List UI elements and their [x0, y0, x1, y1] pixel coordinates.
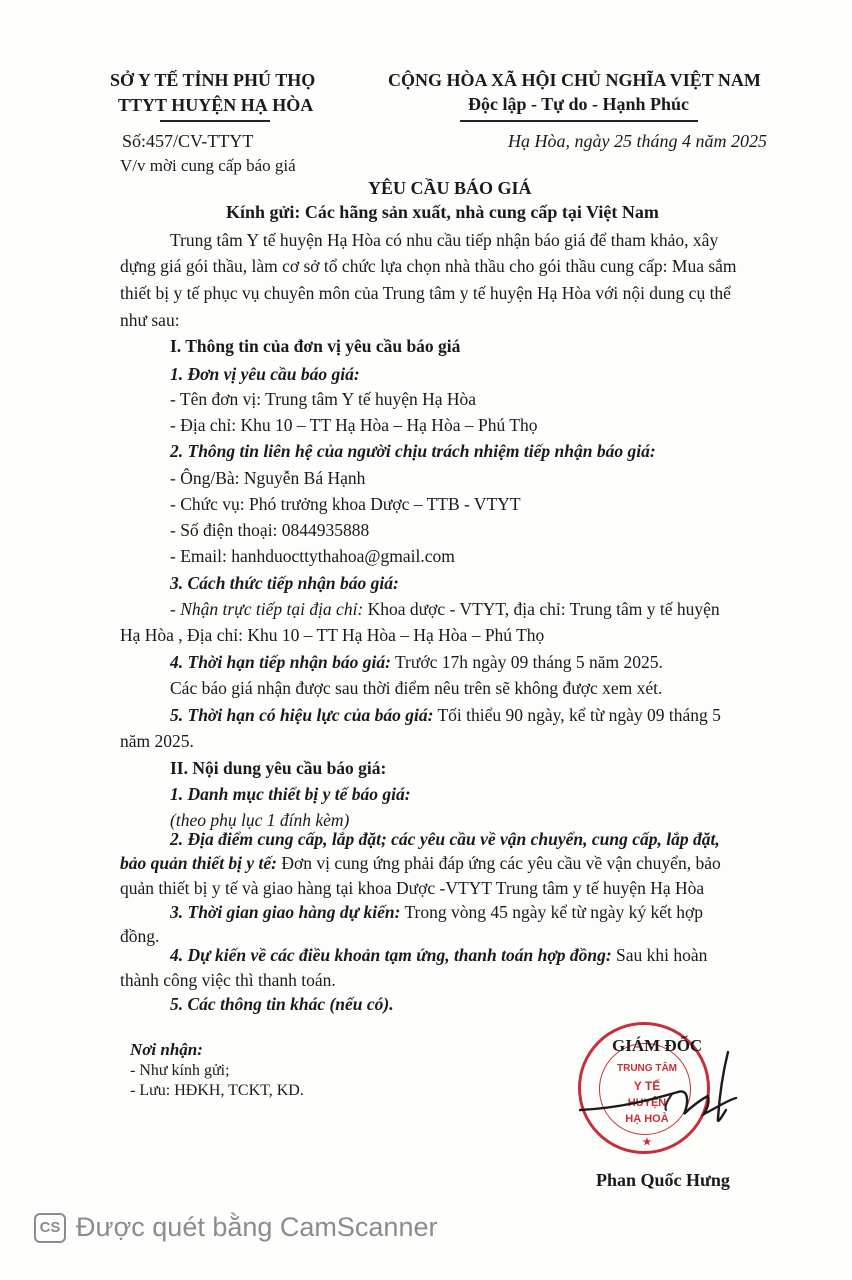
- deadline-label: 4. Thời hạn tiếp nhận báo giá:: [170, 652, 391, 672]
- section2-sub4-line: [170, 945, 707, 966]
- intro-line-4: như sau:: [120, 310, 180, 330]
- deadline-line: [170, 652, 663, 673]
- validity-text: Tối thiểu 90 ngày, kể từ ngày 09 tháng 5: [433, 705, 721, 725]
- contact-position: - Chức vụ: Phó trưởng khoa Dược – TTB - VTYT: [170, 494, 521, 514]
- intro-line-2: dựng giá gói thầu, làm cơ sở tổ chức lựa chọn nhà thầu cho gói thầu cung cấp: Mua sắm: [120, 256, 737, 276]
- deadline-text: Trước 17h ngày 09 tháng 5 năm 2025.: [390, 652, 663, 672]
- camscanner-footer: [34, 1212, 437, 1243]
- section2-sub2-text: Đơn vị cung ứng phải đáp ứng các yêu cầu về vận chuyển, bảo: [277, 853, 721, 873]
- recipients-item-2: - Lưu: HĐKH, TCKT, KD.: [130, 1082, 304, 1099]
- section2-sub4-text: Sau khi hoàn: [611, 945, 708, 965]
- stamp-text-1: TRUNG TÂM: [617, 1063, 677, 1074]
- section1-sub1: 1. Đơn vị yêu cầu báo giá:: [170, 364, 360, 384]
- motto: Độc lập - Tự do - Hạnh Phúc: [468, 94, 690, 114]
- agency-name: SỞ Y TẾ TỈNH PHÚ THỌ: [110, 70, 316, 90]
- section2-sub1-note: (theo phụ lục 1 đính kèm): [170, 810, 350, 830]
- section2-heading: II. Nội dung yêu cầu báo giá:: [170, 758, 387, 778]
- address-line: - Địa chỉ: Khu 10 – TT Hạ Hòa – Hạ Hòa – Phú Thọ: [170, 415, 538, 435]
- right-header-underline: [460, 120, 698, 122]
- contact-person: - Ông/Bà: Nguyễn Bá Hạnh: [170, 468, 366, 488]
- intro-line-3: thiết bị y tế phục vụ chuyên môn của Trung tâm y tế huyện Hạ Hòa với nội dung cụ thể: [120, 283, 731, 303]
- left-header-underline: [160, 120, 270, 122]
- recipients-label: Nơi nhận:: [130, 1040, 203, 1059]
- document-subject: V/v mời cung cấp báo giá: [120, 156, 296, 175]
- deadline-note: Các báo giá nhận được sau thời điểm nêu trên sẽ không được xem xét.: [170, 678, 663, 698]
- stamp-text-2: Y TẾ: [633, 1079, 661, 1093]
- stamp-star-icon: ★: [642, 1137, 652, 1148]
- document-number: Số:457/CV-TTYT: [122, 131, 254, 151]
- section2-sub4-text-2: thành công việc thì thanh toán.: [120, 970, 336, 990]
- section2-sub2-label-2: bảo quản thiết bị y tế:: [120, 853, 278, 873]
- unit-name-line: - Tên đơn vị: Trung tâm Y tế huyện Hạ Hòa: [170, 389, 477, 409]
- validity-line: [170, 705, 721, 726]
- stamp-text-3: HUYỆN: [627, 1097, 667, 1109]
- section2-sub2-text-2: quản thiết bị y tế và giao hàng tại khoa Dược -VTYT Trung tâm y tế huyện Hạ Hòa: [120, 878, 705, 898]
- recipient-line: Kính gửi: Các hãng sản xuất, nhà cung cấp tại Việt Nam: [226, 202, 659, 222]
- stamp-text-4: HẠ HOÀ: [625, 1113, 669, 1125]
- section1-sub2: 2. Thông tin liên hệ của người chịu trách nhiệm tiếp nhận báo giá:: [170, 441, 656, 461]
- section1-sub3: 3. Cách thức tiếp nhận báo giá:: [170, 573, 399, 593]
- section2-sub2-label-1: 2. Địa điểm cung cấp, lắp đặt; các yêu cầu về vận chuyển, cung cấp, lắp đặt,: [170, 829, 720, 849]
- contact-phone: - Số điện thoại: 0844935888: [170, 520, 370, 540]
- receive-text: Khoa dược - VTYT, địa chỉ: Trung tâm y tế huyện: [363, 599, 720, 619]
- validity-text-2: năm 2025.: [120, 731, 194, 751]
- section2-sub3-text-2: đồng.: [120, 926, 160, 946]
- validity-label: 5. Thời hạn có hiệu lực của báo giá:: [170, 705, 434, 725]
- receive-label: - Nhận trực tiếp tại địa chỉ:: [170, 599, 364, 619]
- receive-address: Hạ Hòa , Địa chỉ: Khu 10 – TT Hạ Hòa – Hạ Hòa – Phú Thọ: [120, 625, 545, 645]
- intro-line-1: Trung tâm Y tế huyện Hạ Hòa có nhu cầu tiếp nhận báo giá để tham khảo, xây: [170, 230, 719, 250]
- camscanner-text: Được quét bằng CamScanner: [76, 1212, 438, 1242]
- section2-sub4-label: 4. Dự kiến về các điều khoản tạm ứng, thanh toán hợp đồng:: [170, 945, 612, 965]
- section2-sub3-text: Trong vòng 45 ngày kể từ ngày ký kết hợp: [400, 902, 704, 922]
- document-title: YÊU CẦU BÁO GIÁ: [368, 178, 532, 198]
- section2-sub3-label: 3. Thời gian giao hàng dự kiến:: [170, 902, 401, 922]
- document-date: Hạ Hòa, ngày 25 tháng 4 năm 2025: [508, 131, 767, 151]
- signature-title: GIÁM ĐỐC: [612, 1036, 703, 1055]
- country-title: CỘNG HÒA XÃ HỘI CHỦ NGHĨA VIỆT NAM: [388, 70, 761, 90]
- signer-name: Phan Quốc Hưng: [596, 1170, 730, 1190]
- section1-heading: I. Thông tin của đơn vị yêu cầu báo giá: [170, 336, 461, 356]
- receive-method-line: [170, 599, 720, 620]
- section2-sub2-line: [120, 853, 721, 874]
- handwritten-signature: [560, 1048, 760, 1148]
- recipients-item-1: - Như kính gửi;: [130, 1062, 230, 1079]
- unit-name: TTYT HUYỆN HẠ HÒA: [118, 95, 314, 115]
- contact-email: - Email: hanhduocttythahoa@gmail.com: [170, 546, 455, 566]
- section2-sub3-line: [170, 902, 703, 923]
- camscanner-logo: CS: [34, 1213, 66, 1243]
- section2-sub1: 1. Danh mục thiết bị y tế báo giá:: [170, 784, 411, 804]
- section2-sub5: 5. Các thông tin khác (nếu có).: [170, 994, 394, 1014]
